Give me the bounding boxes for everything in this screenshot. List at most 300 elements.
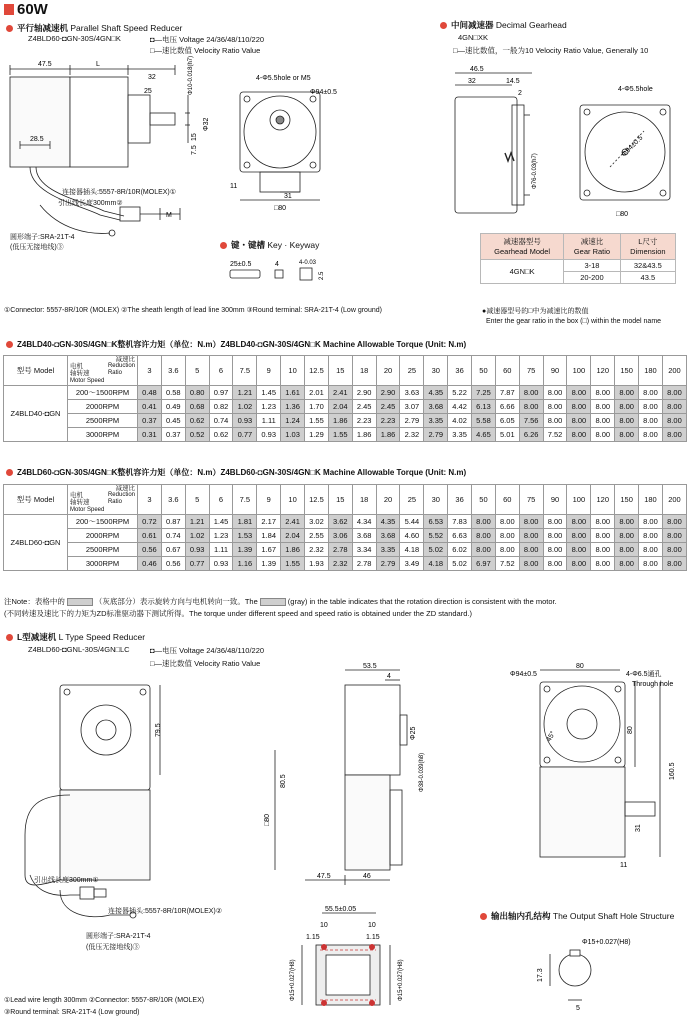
- ratio-header: 36: [448, 356, 472, 386]
- dim-25: 25: [144, 88, 152, 95]
- torque-cell: 1.39: [257, 557, 281, 571]
- model-header: 型号 Model: [4, 356, 68, 386]
- torque-cell: 0.41: [138, 400, 162, 414]
- dim-11: 11: [230, 183, 238, 190]
- ratio-header: 180: [639, 356, 663, 386]
- dec-dim-2: 2: [518, 90, 522, 97]
- torque-cell: 4.35: [376, 515, 400, 529]
- torque-cell: 1.21: [185, 515, 209, 529]
- torque-cell: 0.82: [209, 400, 233, 414]
- speed-cell: 200～1500RPM: [68, 515, 138, 529]
- lt-dim-31: 31: [635, 824, 642, 832]
- torque-cell: 7.25: [472, 386, 496, 400]
- torque-cell: 0.93: [185, 543, 209, 557]
- torque60-heading: [6, 467, 466, 478]
- bullet-icon: [6, 469, 13, 476]
- speed-cell: 2000RPM: [68, 400, 138, 414]
- torque-cell: 0.93: [257, 428, 281, 442]
- torque-cell: 2.79: [424, 428, 448, 442]
- key-heading-en: Key · Keyway: [267, 240, 320, 250]
- gh-dim-1: 32&43.5: [620, 260, 675, 272]
- torque-cell: 1.03: [281, 428, 305, 442]
- bullet-icon: [6, 25, 13, 32]
- lt-dim-phi94: Φ94±0.5: [510, 671, 537, 678]
- torque-cell: 1.86: [281, 543, 305, 557]
- torque-cell: 0.56: [138, 543, 162, 557]
- ratio-header: 15: [328, 356, 352, 386]
- dim-hole: 4-Φ5.5hole or M5: [256, 75, 311, 82]
- torque-cell: 6.05: [495, 414, 519, 428]
- ratio-header: 36: [448, 485, 472, 515]
- torque-cell: 8.00: [567, 400, 591, 414]
- ratio-header: 180: [639, 485, 663, 515]
- ratio-header: 30: [424, 356, 448, 386]
- torque-cell: 0.77: [185, 557, 209, 571]
- torque-cell: 8.00: [591, 386, 615, 400]
- torque-cell: 1.45: [257, 386, 281, 400]
- torque-cell: 8.00: [662, 557, 686, 571]
- key-heading-cn: 键・键槽: [231, 240, 266, 250]
- dim-phi32: Φ32: [203, 117, 210, 131]
- torque-cell: 5.52: [424, 529, 448, 543]
- torque-cell: 2.04: [281, 529, 305, 543]
- torque-cell: 0.77: [233, 428, 257, 442]
- torque-cell: 2.78: [352, 557, 376, 571]
- parallel-lead-label: 引出线长度300mm②: [58, 200, 123, 207]
- table-row: [4, 428, 687, 442]
- ratio-header: 200: [662, 485, 686, 515]
- torque-cell: 0.48: [138, 386, 162, 400]
- torque-cell: 0.37: [138, 414, 162, 428]
- torque-cell: 8.00: [615, 428, 639, 442]
- ratio-header: 6: [209, 485, 233, 515]
- bullet-icon: [6, 634, 13, 641]
- ratio-header: 5: [185, 356, 209, 386]
- torque-cell: 8.00: [639, 557, 663, 571]
- gh-dim-2: 43.5: [620, 272, 675, 284]
- gray-swatch: [67, 598, 93, 606]
- ratio-header: 7.5: [233, 485, 257, 515]
- torque-cell: 2.04: [328, 400, 352, 414]
- torque-cell: 0.45: [161, 414, 185, 428]
- torque-cell: 1.21: [233, 386, 257, 400]
- torque-cell: 8.00: [591, 428, 615, 442]
- ltype-footnote2: ③Round terminal: SRA-21T-4 (Low ground): [4, 1009, 140, 1016]
- torque-cell: 4.65: [472, 428, 496, 442]
- speed-cell: 2500RPM: [68, 414, 138, 428]
- torque-cell: 1.11: [257, 414, 281, 428]
- ltype-connector-label: 连接器插头:5557-8R/10R(MOLEX)②: [108, 908, 223, 915]
- bullet-icon: [480, 913, 487, 920]
- torque40-heading: [6, 339, 466, 350]
- lt-dim-53-5: 53.5: [363, 663, 377, 670]
- decimal-heading: [440, 19, 567, 31]
- torque-cell: 8.00: [615, 515, 639, 529]
- parallel-terminal-label2: (低压无接地线)③: [10, 244, 64, 251]
- parallel-front-drawing: [230, 75, 340, 230]
- torque-cell: 1.29: [305, 428, 329, 442]
- shaft-dim-w: 55.5±0.05: [325, 906, 357, 913]
- speed-cell: 3000RPM: [68, 428, 138, 442]
- dec-dim-14-5: 14.5: [506, 78, 520, 85]
- title-marker: [4, 4, 14, 15]
- torque40-table: [3, 355, 687, 442]
- torque-cell: 8.00: [639, 414, 663, 428]
- lt-dim-80: 80: [576, 663, 584, 670]
- torque-cell: 8.00: [615, 386, 639, 400]
- torque-cell: 8.00: [662, 515, 686, 529]
- ltype-footnote1: ①Lead wire length 300mm ②Connector: 5557-8R/10R (MOLEX): [4, 997, 205, 1004]
- ratio-header: 100: [567, 356, 591, 386]
- ratio-header: 15: [328, 485, 352, 515]
- torque-cell: 6.97: [472, 557, 496, 571]
- note-1c: (gray) in the table indicates that the rotation direction is consistent with the motor.: [287, 597, 557, 606]
- torque-cell: 2.90: [376, 386, 400, 400]
- torque-cell: 3.34: [352, 543, 376, 557]
- torque-cell: 1.55: [305, 414, 329, 428]
- dim-M: M: [166, 212, 172, 219]
- ratio-header: 10: [281, 485, 305, 515]
- torque-cell: 1.55: [281, 557, 305, 571]
- key-dim-2: 4: [275, 261, 279, 268]
- torque-cell: 1.55: [328, 428, 352, 442]
- torque-cell: 8.00: [567, 529, 591, 543]
- dim-28-5: 28.5: [30, 136, 44, 143]
- torque-cell: 4.60: [400, 529, 424, 543]
- note-1b: （灰底部分）表示旋转方向与电机转向一致。The: [94, 597, 258, 606]
- gh-ratio-2: 20-200: [564, 272, 620, 284]
- torque-cell: 1.16: [233, 557, 257, 571]
- ratio-header: 200: [662, 356, 686, 386]
- lt-dim-80-side: 80: [627, 726, 634, 734]
- torque-cell: 4.35: [424, 386, 448, 400]
- key-dim-1: 25±0.5: [230, 261, 252, 268]
- torque-cell: 8.00: [662, 543, 686, 557]
- torque-cell: 8.00: [472, 543, 496, 557]
- ltype-mid-drawing: [255, 660, 455, 890]
- torque-cell: 1.23: [209, 529, 233, 543]
- ltype-lead-label: 引出线长度300mm①: [34, 877, 99, 884]
- dec-dim-hole: 4-Φ5.5hole: [618, 86, 653, 93]
- torque-cell: 0.37: [161, 428, 185, 442]
- ratio-header: 50: [472, 356, 496, 386]
- shaft-dim-phi15b: Φ15+0.027(H8): [398, 959, 404, 1001]
- lt-dim-80-5: 80.5: [280, 774, 287, 788]
- ratio-header: 120: [591, 485, 615, 515]
- table-row: [4, 386, 687, 400]
- ltype-right-drawing: [510, 662, 680, 872]
- speed-cell: 2500RPM: [68, 543, 138, 557]
- torque-cell: 6.26: [519, 428, 543, 442]
- dim-15: 15: [191, 133, 198, 141]
- torque-cell: 2.01: [305, 386, 329, 400]
- dim-sq80: □80: [274, 205, 287, 212]
- ratio-header: 10: [281, 356, 305, 386]
- torque-cell: 8.00: [591, 515, 615, 529]
- torque-cell: 5.01: [495, 428, 519, 442]
- torque-cell: 4.02: [448, 414, 472, 428]
- torque-cell: 8.00: [472, 515, 496, 529]
- ratio-header: 9: [257, 356, 281, 386]
- torque-cell: 8.00: [662, 529, 686, 543]
- shaft-dim-phi15a: Φ15+0.027(H8): [290, 959, 296, 1001]
- torque-cell: 3.63: [400, 386, 424, 400]
- torque-cell: 5.44: [400, 515, 424, 529]
- ltype-heading-en: L Type Speed Reducer: [58, 632, 146, 642]
- torque-cell: 8.00: [662, 386, 686, 400]
- torque-cell: 3.07: [400, 400, 424, 414]
- parallel-heading-en: Parallel Shaft Speed Reducer: [70, 23, 183, 33]
- ratio-header: 50: [472, 485, 496, 515]
- decimal-front-drawing: [570, 85, 680, 225]
- torque-cell: 8.00: [519, 543, 543, 557]
- torque-cell: 0.97: [209, 386, 233, 400]
- decimal-ratio-note: □—速比数值，一般为10 Velocity Ratio Value, Generally 10: [453, 46, 649, 55]
- dec-dim-32: 32: [468, 78, 476, 85]
- torque-cell: 8.00: [639, 543, 663, 557]
- torque-cell: 8.00: [567, 543, 591, 557]
- parallel-heading-cn: 平行轴减速机: [17, 23, 69, 33]
- torque-cell: 8.00: [519, 386, 543, 400]
- torque-cell: 8.00: [543, 386, 567, 400]
- torque-cell: 2.55: [305, 529, 329, 543]
- key-drawing: [225, 256, 335, 296]
- torque-cell: 8.00: [495, 529, 519, 543]
- key-dim-3: 4-0.03: [299, 260, 317, 266]
- torque-cell: 2.45: [376, 400, 400, 414]
- dec-dim-phi76: Φ76-0.03(h7): [532, 153, 538, 189]
- dec-dim-phi94: Φ94±0.5: [620, 134, 645, 159]
- dim-phi10: Φ10-0.018(h7): [188, 55, 194, 95]
- torque-cell: 5.58: [472, 414, 496, 428]
- torque-cell: 8.00: [543, 557, 567, 571]
- ltype-model: Z4BLD60-◘GNL-30S/4GN□LC: [28, 645, 130, 654]
- dim-31: 31: [284, 193, 292, 200]
- torque-cell: 3.06: [328, 529, 352, 543]
- ltype-heading: [6, 631, 145, 643]
- torque-cell: 1.39: [233, 543, 257, 557]
- torque-cell: 1.61: [281, 386, 305, 400]
- model-header: 型号 Model: [4, 485, 68, 515]
- torque-cell: 8.00: [639, 386, 663, 400]
- torque-cell: 0.49: [161, 400, 185, 414]
- lt-dim-4: 4: [387, 673, 391, 680]
- gh-model-cell: 4GN□K: [481, 260, 564, 284]
- table-row: [4, 543, 687, 557]
- torque-cell: 5.02: [424, 543, 448, 557]
- shaft-dim-10a: 10: [320, 922, 328, 929]
- torque60-title: Z4BLD60-◘GN-30S/4GN□K整机容许力矩（单位：N.m）Z4BLD60-◘GN-30S/4GN□K Machine Allowable Torque (Unit: N.m): [17, 468, 467, 477]
- parallel-footnote: ①Connector: 5557-8R/10R (MOLEX) ②The sheath length of lead line 300mm ③Round terminal: SRA-21T-4 (Low ground): [4, 307, 382, 314]
- torque-cell: 8.00: [639, 515, 663, 529]
- sh-dim-phi: Φ15+0.027(H8): [582, 939, 631, 946]
- torque-cell: 8.00: [615, 414, 639, 428]
- shaft-hole-heading-cn: 输出轴内孔结构: [491, 911, 551, 921]
- torque-note-line1: [4, 596, 557, 607]
- torque-cell: 8.00: [591, 543, 615, 557]
- torque-cell: 0.87: [161, 515, 185, 529]
- shaft-hole-heading-en: The Output Shaft Hole Structure: [552, 911, 675, 921]
- dim-47-5: 47.5: [38, 61, 52, 68]
- torque-cell: 8.00: [543, 529, 567, 543]
- torque-cell: 2.17: [257, 515, 281, 529]
- ratio-header: 75: [519, 356, 543, 386]
- torque-cell: 4.18: [424, 557, 448, 571]
- torque-cell: 0.67: [161, 543, 185, 557]
- ratio-header: 3.6: [161, 485, 185, 515]
- torque-cell: 8.00: [615, 400, 639, 414]
- torque-cell: 8.00: [639, 529, 663, 543]
- torque-cell: 0.80: [185, 386, 209, 400]
- torque-cell: 6.66: [495, 400, 519, 414]
- torque-cell: 6.02: [448, 543, 472, 557]
- gray-swatch: [260, 598, 286, 606]
- decimal-heading-en: Decimal Gearhead: [495, 20, 567, 30]
- torque-cell: 3.49: [400, 557, 424, 571]
- torque-cell: 1.84: [257, 529, 281, 543]
- shaft-hole-drawing: [530, 930, 650, 1020]
- torque-cell: 0.62: [209, 428, 233, 442]
- ratio-header: 60: [495, 485, 519, 515]
- torque-cell: 3.68: [424, 400, 448, 414]
- torque-cell: 8.00: [495, 515, 519, 529]
- torque-cell: 6.63: [448, 529, 472, 543]
- shaft-dim-115b: 1.15: [366, 934, 380, 941]
- torque-cell: 8.00: [591, 557, 615, 571]
- key-heading: [220, 239, 319, 251]
- torque-cell: 8.00: [519, 557, 543, 571]
- gh-header-ratio: 减速比 Gear Ratio: [564, 234, 620, 260]
- gh-ratio-1: 3-18: [564, 260, 620, 272]
- torque-cell: 1.02: [185, 529, 209, 543]
- torque-cell: 8.00: [591, 529, 615, 543]
- torque-cell: 7.52: [495, 557, 519, 571]
- torque-cell: 2.79: [376, 557, 400, 571]
- bullet-icon: [440, 22, 447, 29]
- ratio-header: 20: [376, 356, 400, 386]
- dim-7-5: 7.5: [191, 145, 198, 155]
- ratio-header: 9: [257, 485, 281, 515]
- torque-cell: 0.61: [138, 529, 162, 543]
- ratio-header: 150: [615, 356, 639, 386]
- lt-dim-11: 11: [620, 862, 628, 869]
- bullet-icon: [6, 341, 13, 348]
- ltype-ratio: □—速比数值 Velocity Ratio Value: [150, 659, 261, 668]
- note-1a: 注Note：表格中的: [4, 597, 65, 606]
- torque-cell: 1.81: [233, 515, 257, 529]
- ratio-header: 90: [543, 485, 567, 515]
- torque-cell: 8.00: [567, 414, 591, 428]
- torque-cell: 5.22: [448, 386, 472, 400]
- torque-cell: 1.86: [352, 428, 376, 442]
- dim-32: 32: [148, 74, 156, 81]
- torque-cell: 1.86: [328, 414, 352, 428]
- ratio-header: 12.5: [305, 485, 329, 515]
- torque-cell: 7.83: [448, 515, 472, 529]
- model-cell: Z4BLD40-◘GN: [4, 386, 68, 442]
- parallel-terminal-label: 圆形端子:SRA-21T-4: [10, 234, 75, 241]
- torque-cell: 8.00: [567, 515, 591, 529]
- torque-cell: 1.02: [233, 400, 257, 414]
- key-dim-4: 2.5: [319, 271, 325, 280]
- torque-cell: 8.00: [495, 543, 519, 557]
- torque-cell: 0.93: [233, 414, 257, 428]
- torque-cell: 8.00: [639, 428, 663, 442]
- torque-cell: 1.23: [257, 400, 281, 414]
- ltype-terminal-label: 圆形端子:SRA-21T-4: [86, 933, 151, 940]
- bullet-icon: [220, 242, 227, 249]
- torque60-table: [3, 484, 687, 571]
- ratio-header: 3.6: [161, 356, 185, 386]
- parallel-model: Z4BLD60-◘GN-30S/4GN□K: [28, 34, 121, 43]
- sh-dim-17-3: 17.3: [537, 968, 544, 982]
- dec-dim-46-5: 46.5: [470, 66, 484, 73]
- torque-cell: 3.02: [305, 515, 329, 529]
- ltype-voltage: ◘—电压 Voltage 24/36/48/110/220: [150, 646, 265, 655]
- torque-cell: 2.23: [376, 414, 400, 428]
- torque-cell: 2.32: [400, 428, 424, 442]
- lt-dim-sq80: □80: [264, 813, 271, 826]
- ratio-header: 60: [495, 356, 519, 386]
- torque-cell: 1.45: [209, 515, 233, 529]
- torque-cell: 8.00: [567, 428, 591, 442]
- torque-cell: 8.00: [543, 515, 567, 529]
- torque-cell: 1.70: [305, 400, 329, 414]
- torque-cell: 5.02: [448, 557, 472, 571]
- torque-cell: 8.00: [472, 529, 496, 543]
- torque-cell: 8.00: [615, 557, 639, 571]
- lt-dim-79-5: 79.5: [155, 723, 162, 737]
- torque-cell: 0.93: [209, 557, 233, 571]
- torque-cell: 1.36: [281, 400, 305, 414]
- lt-dim-phi38: Φ38-0.039(h8): [419, 752, 425, 792]
- dim-phi94: Φ94±0.5: [310, 89, 337, 96]
- torque-cell: 8.00: [567, 386, 591, 400]
- torque-cell: 0.74: [161, 529, 185, 543]
- torque-cell: 2.32: [305, 543, 329, 557]
- table-row: [4, 515, 687, 529]
- lt-dim-hole: 4-Φ6.5通孔: [626, 671, 662, 678]
- dim-L: L: [96, 61, 100, 68]
- torque-cell: 0.68: [185, 400, 209, 414]
- parallel-connector-label: 连接器插头:5557-8R/10R(MOLEX)①: [62, 189, 177, 196]
- speed-ratio-header: 减速比 Reduction Ratio 电机 轴转速 Motor Speed: [68, 356, 138, 386]
- torque-cell: 1.86: [376, 428, 400, 442]
- ratio-header: 25: [400, 485, 424, 515]
- ratio-header: 25: [400, 356, 424, 386]
- ratio-header: 6: [209, 356, 233, 386]
- torque-cell: 8.00: [519, 529, 543, 543]
- torque-cell: 2.79: [400, 414, 424, 428]
- speed-cell: 200～1500RPM: [68, 386, 138, 400]
- ratio-header: 150: [615, 485, 639, 515]
- parallel-side-drawing: [0, 55, 230, 255]
- ratio-header: 18: [352, 485, 376, 515]
- decimal-model: 4GN□XK: [458, 33, 488, 42]
- torque-cell: 8.00: [662, 400, 686, 414]
- ratio-header: 120: [591, 356, 615, 386]
- decimal-note1: ●减速器型号的□中为减速比的数值: [482, 308, 589, 315]
- torque-cell: 1.11: [209, 543, 233, 557]
- torque-cell: 8.00: [519, 400, 543, 414]
- torque-cell: 8.00: [662, 428, 686, 442]
- torque-cell: 0.46: [138, 557, 162, 571]
- torque-cell: 8.00: [615, 529, 639, 543]
- torque-cell: 4.34: [352, 515, 376, 529]
- ratio-header: 20: [376, 485, 400, 515]
- torque-cell: 6.53: [424, 515, 448, 529]
- table-row: [4, 400, 687, 414]
